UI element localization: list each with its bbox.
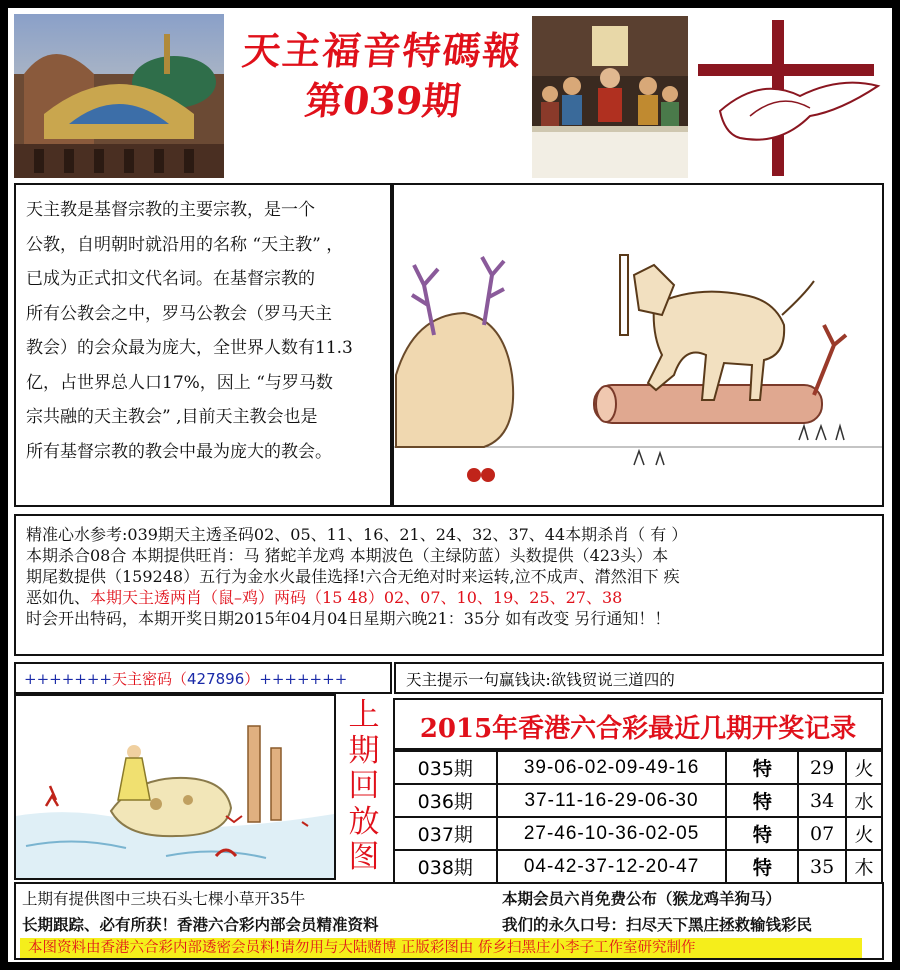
tips-line: 期尾数提供（159248）五行为金水火最佳选择!六合无绝对时来运转,泣不成声、潸然泪下 疾: [26, 567, 680, 586]
article-panel: [14, 183, 392, 507]
numbers-cell: 39-06-02-09-49-16: [497, 751, 727, 784]
footer-member-picks: 本期会员六肖免费公布（猴龙鸡羊狗马）: [502, 889, 782, 908]
footer-last-issue-note: 上期有提供图中三块石头七棵小草开35牛: [22, 890, 306, 908]
church-photo: [14, 14, 224, 178]
table-row: [394, 850, 882, 883]
numbers-cell: 04-42-37-12-20-47: [497, 850, 727, 883]
dog-cartoon-panel: [392, 183, 884, 507]
footer-panel: [14, 882, 884, 960]
tips-panel: [14, 514, 884, 656]
draw-records-table: [393, 750, 883, 884]
replay-char: 回: [348, 768, 380, 804]
cross-dove-logo: [690, 16, 886, 178]
article-line: 天主教是基督宗教的主要宗教，是一个: [26, 200, 315, 220]
article-line: 宗共融的天主教会” ,目前天主教会也是: [26, 407, 318, 427]
replay-char: 上: [348, 697, 380, 733]
replay-label: [338, 698, 390, 878]
special-number-cell: 29: [798, 751, 846, 784]
numbers-cell: 37-11-16-29-06-30: [497, 784, 727, 817]
special-number-cell: 35: [798, 850, 846, 883]
special-marker-cell: 特: [726, 817, 798, 850]
article-line: 已成为正式扣文代名词。在基督宗教的: [26, 269, 315, 289]
replay-char: 期: [348, 732, 380, 769]
special-number-cell: 07: [798, 817, 846, 850]
records-title: 2015年香港六合彩最近几期开奖记录: [419, 714, 857, 744]
replay-char: 放: [348, 803, 380, 840]
tips-line: 本期杀合08合 本期提供旺肖：马 猪蛇羊龙鸡 本期波色（主绿防蓝）头数提供（423头）本: [26, 546, 669, 565]
footer-banner: [20, 938, 862, 958]
period-cell: 036期: [394, 784, 497, 817]
article-line: 教会）的会众最为庞大，全世界人数有11.3: [26, 338, 353, 358]
element-cell: 木: [846, 850, 882, 883]
secret-code-suffix: +++++++: [259, 670, 348, 688]
numbers-cell: 27-46-10-36-02-05: [497, 817, 727, 850]
secret-code-value: 427896: [187, 670, 245, 688]
element-cell: 火: [846, 817, 882, 850]
period-cell: 037期: [394, 817, 497, 850]
special-marker-cell: 特: [726, 850, 798, 883]
period-cell: 038期: [394, 850, 497, 883]
footer-banner-text: 本图资料由香港六合彩内部透密会员料!请勿用与大陆赌博 正版彩图由 侨乡扫黑庄小李子工作室研究制作: [28, 940, 696, 956]
table-row: [394, 751, 882, 784]
secret-code-bar: [14, 662, 392, 694]
element-cell: 水: [846, 784, 882, 817]
tips-line: 精准心水参考:039期天主透圣码02、05、11、16、21、24、32、37、44本期杀肖（ 有 ）: [26, 525, 688, 544]
footer-slogan: 我们的永久口号：扫尽天下黑庄拯救输钱彩民: [502, 915, 813, 934]
newspaper-sheet: [8, 8, 892, 962]
table-row: [394, 784, 882, 817]
secret-code-label-end: ）: [244, 670, 260, 688]
issue-number: 第039期: [302, 78, 463, 123]
last-issue-picture: [14, 694, 336, 880]
element-cell: 火: [846, 751, 882, 784]
article-line: 所有基督宗教的教会中最为庞大的教会。: [26, 441, 332, 462]
tips-line-prefix: 恶如仇、: [26, 588, 91, 607]
secret-code-label: 天主密码（: [111, 670, 187, 688]
featured-picks: 本期天主透两肖（鼠–鸡）两码（15 48）02、07、10、19、25、27、38: [90, 588, 623, 607]
article-line: 所有公教会之中，罗马公教会（罗马天主: [26, 303, 332, 324]
secret-code-prefix: +++++++: [24, 670, 112, 688]
footer-tagline: 长期跟踪、必有所获！香港六合彩内部会员精准资料: [22, 915, 379, 934]
special-marker-cell: 特: [726, 751, 798, 784]
last-supper-painting: [532, 16, 688, 178]
table-row: [394, 817, 882, 850]
special-number-cell: 34: [798, 784, 846, 817]
tips-line: [26, 587, 872, 608]
masthead-title: 天主福音特碼報: [240, 28, 526, 73]
special-marker-cell: 特: [726, 784, 798, 817]
article-line: 公教，自明朝时就沿用的名称 “天主教” ，: [26, 234, 344, 255]
period-cell: 035期: [394, 751, 497, 784]
replay-char: 图: [348, 839, 380, 875]
records-title-box: [393, 698, 883, 750]
tips-line: 时会开出特码，本期开奖日期2015年04月04日星期六晚21：35分 如有改变 另行通知！！: [26, 609, 671, 628]
hint-text: 天主提示一句赢钱诀:欲钱贸说三道四的: [406, 671, 675, 689]
hint-bar: [394, 662, 884, 694]
article-line: 亿，占世界总人口17%，因上 “与罗马数: [26, 372, 333, 393]
